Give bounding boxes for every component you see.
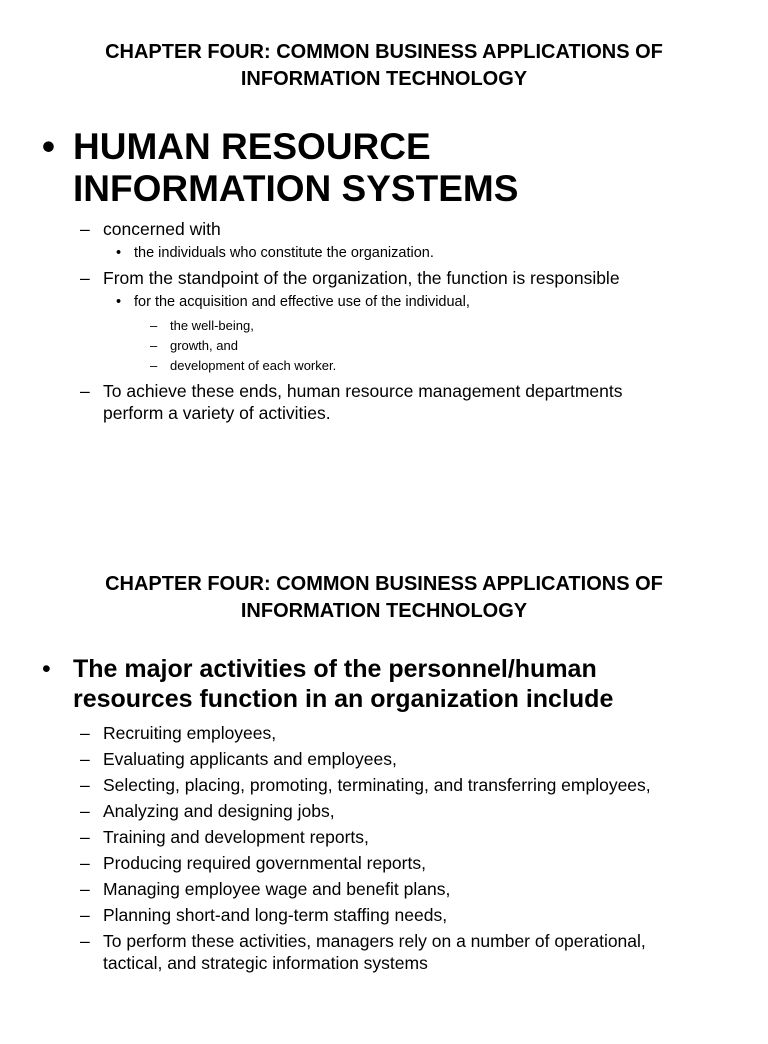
list-item-text: the individuals who constitute the organization. [134,245,434,261]
list-item-text: Planning short-and long-term staffing needs, [103,905,448,925]
dash-mark: – [80,749,90,769]
list-item [0,218,768,240]
list-item-text: Analyzing and designing jobs, [103,801,335,821]
dash-mark: – [80,775,90,795]
main-bullet-line-2: resources function in an organization include [73,685,614,713]
dash-mark: – [80,931,90,951]
list-item-text: development of each worker. [170,358,337,373]
title-line-2: INFORMATION TECHNOLOGY [240,600,528,622]
dash-mark: – [150,338,158,353]
list-item-text: Selecting, placing, promoting, terminating, and transferring employees, [103,775,651,795]
dash-mark: – [80,905,90,925]
bullet-mark: • [116,245,122,261]
dash-mark: – [150,358,158,373]
list-item-text: perform a variety of activities. [103,403,331,423]
dash-mark: – [80,219,90,239]
main-bullet-line-2: INFORMATION SYSTEMS [73,168,519,209]
dash-mark: – [80,853,90,873]
bullet-mark: • [42,655,51,683]
main-bullet [0,126,768,210]
list-item [0,244,768,263]
list-item [0,356,768,376]
list-item-text: Recruiting employees, [103,723,277,743]
slide-content [0,654,768,974]
list-item [0,824,768,850]
list-item-text: concerned with [103,219,221,239]
title-line-2: INFORMATION TECHNOLOGY [240,68,528,90]
dash-mark: – [80,381,90,401]
dash-mark: – [80,723,90,743]
list-item [0,746,768,772]
list-item-text: Training and development reports, [103,827,369,847]
title-line-1: CHAPTER FOUR: COMMON BUSINESS APPLICATIONS OF [105,41,663,63]
list-item-text: To perform these activities, managers rely on a number of operational, [103,931,646,951]
slide-2 [0,532,768,1044]
list-item [0,902,768,928]
list-item [0,316,768,336]
dash-mark: – [80,827,90,847]
list-item [0,720,768,746]
bullet-mark: • [116,294,122,310]
main-bullet-line-1: The major activities of the personnel/human [73,655,597,683]
list-item [0,293,768,312]
dash-mark: – [80,879,90,899]
list-item-text: Evaluating applicants and employees, [103,749,397,769]
list-item [0,772,768,798]
list-item-text: growth, and [170,338,238,353]
main-bullet-line-1: HUMAN RESOURCE [73,126,431,167]
list-item [0,850,768,876]
list-item [0,876,768,902]
list-item-text: tactical, and strategic information systems [103,953,428,973]
main-bullet [0,654,768,714]
title-line-1: CHAPTER FOUR: COMMON BUSINESS APPLICATIONS OF [105,573,663,595]
dash-mark: – [80,268,90,288]
list-item [0,930,768,974]
list-item-text: for the acquisition and effective use of the individual, [134,294,470,310]
list-item-text: Managing employee wage and benefit plans, [103,879,451,899]
slide-title [0,39,768,93]
list-item [0,336,768,356]
dash-mark: – [150,318,158,333]
list-item [0,798,768,824]
list-item [0,380,768,424]
slide-content [0,126,768,424]
slide-title [0,571,768,625]
slide-1 [0,0,768,512]
list-item-text: the well-being, [170,318,254,333]
list-item-text: From the standpoint of the organization, the function is responsible [103,268,620,288]
bullet-mark: • [42,126,55,167]
list-item [0,267,768,289]
dash-mark: – [80,801,90,821]
list-item-text: Producing required governmental reports, [103,853,426,873]
list-item-text: To achieve these ends, human resource management departments [103,381,623,401]
